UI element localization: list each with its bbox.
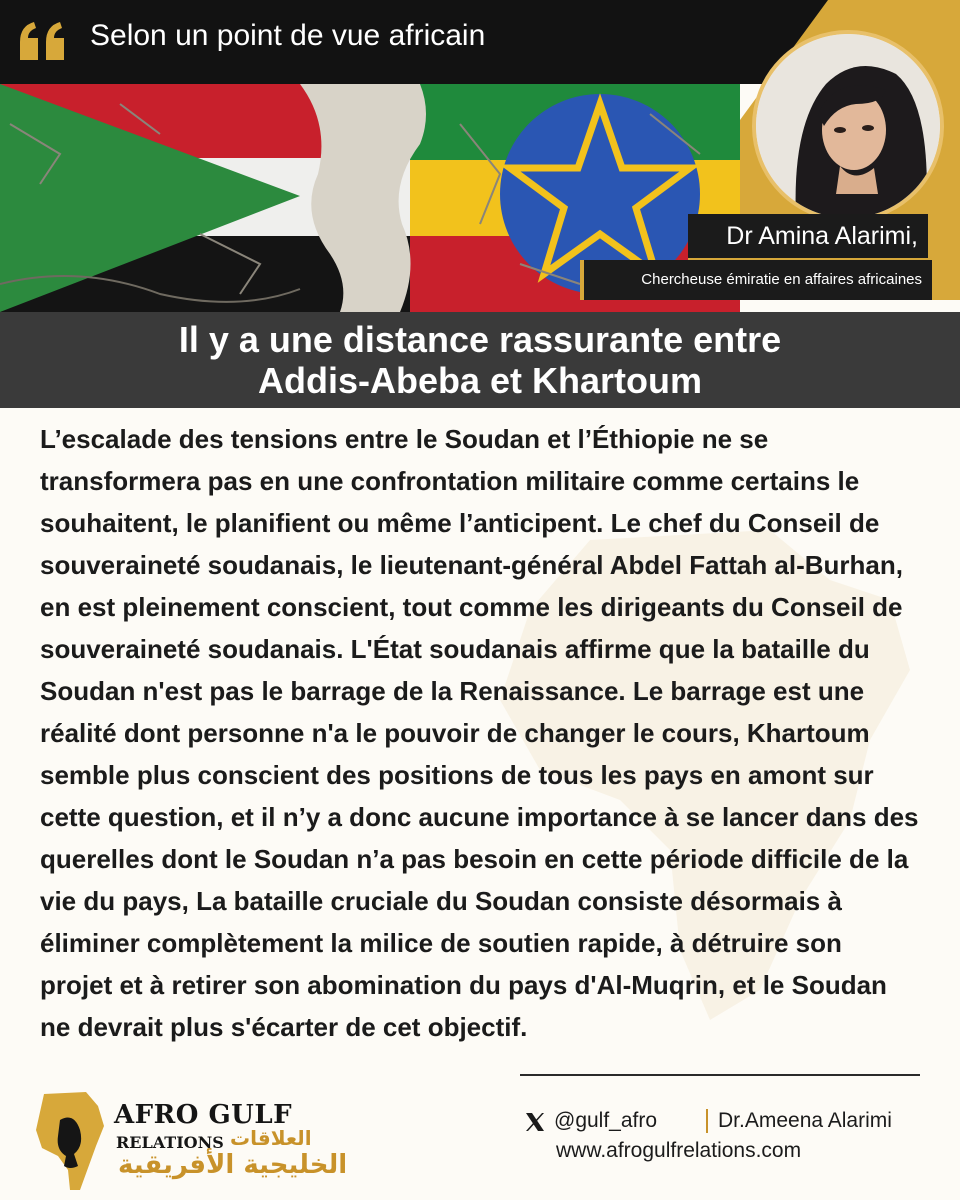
quote-icon xyxy=(18,20,68,64)
logo-text-line-2: RELATIONS xyxy=(116,1133,224,1152)
headline-line-1: Il y a une distance rassurante entre xyxy=(178,319,782,360)
author-role: Chercheuse émiratie en affaires africaines xyxy=(641,271,922,288)
x-icon xyxy=(524,1111,546,1133)
author-role-plate xyxy=(580,260,932,300)
logo-arabic-line-1: العلاقات xyxy=(230,1126,312,1150)
afro-gulf-relations-logo xyxy=(30,1086,348,1196)
headline-bar xyxy=(0,312,960,408)
africa-woman-silhouette-icon xyxy=(34,1090,106,1192)
social-handle[interactable]: @gulf_afro xyxy=(554,1109,658,1132)
logo-text-line-1: AFRO GULF xyxy=(114,1100,293,1130)
author-portrait xyxy=(752,30,944,222)
article-body: L’escalade des tensions entre le Soudan et l’Éthiopie ne se transformera pas en une confrontation militaire comme certains le souhaitent, le planifient ou même l’anticipent. Le chef du Conseil de souveraineté soudanais, le lieutenant-général Abdel Fattah al-Burhan, en est pleinement conscient, tout comme les dirigeants du Conseil de souveraineté soudanais. L'État soudanais affirme que la bataille du Soudan n'est pas le barrage de la Renaissance. Le barrage est une réalité dont personne n'a le pouvoir de changer le cours, Khartoum semble plus conscient des positions de tous les pays en amont sur cette question, et il n’y a donc aucune importance à se lancer dans des querelles dont le Soudan n’a pas besoin en cette période difficile de la vie du pays, La bataille cruciale du Soudan consiste désormais à éliminer complètement la milice de soutien rapide, à détruire son projet et à retirer son abomination du pays d'Al-Muqrin, et le Soudan ne devrait plus s'écarter de cet objectif. xyxy=(40,424,919,1042)
author-name: Dr Amina Alarimi, xyxy=(726,222,918,250)
logo-arabic-line-2: الخليجية الأفريقية xyxy=(118,1150,348,1180)
website-link[interactable]: www.afrogulfrelations.com xyxy=(556,1139,802,1162)
article-headline xyxy=(0,319,960,401)
headline-line-2: Addis-Abeba et Khartoum xyxy=(257,360,703,401)
section-title: Selon un point de vue africain xyxy=(90,19,486,52)
author-name-plate xyxy=(688,214,928,260)
footer-divider xyxy=(520,1074,920,1076)
separator xyxy=(706,1109,708,1133)
author-handle: Dr.Ameena Alarimi xyxy=(718,1109,892,1132)
